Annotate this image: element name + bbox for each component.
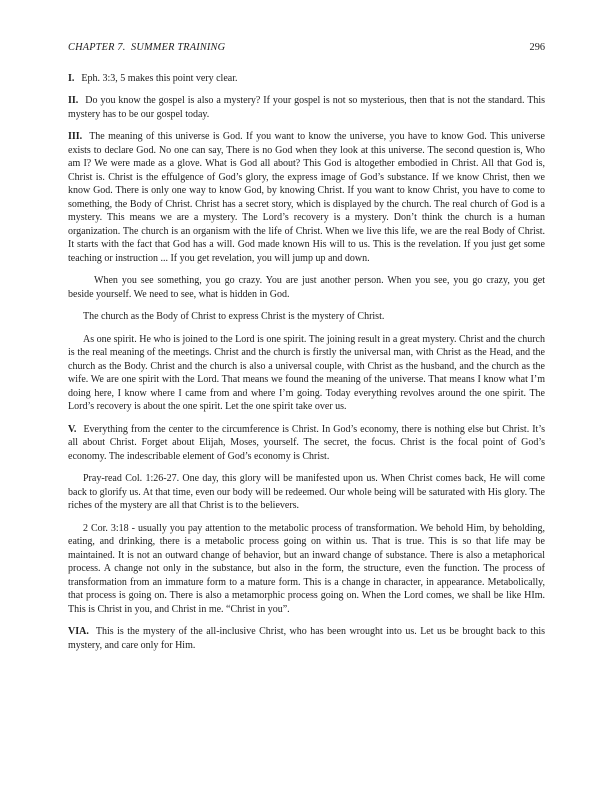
section-label-ii: II. [68,95,79,106]
paragraph-church-as-body [68,310,545,324]
section-label-via: VIA. [68,626,89,637]
paragraph-pray-read [68,472,545,513]
chapter-running-title: CHAPTER 7. SUMMER TRAINING [68,42,226,53]
paragraph-text: 2 Cor. 3:18 - usually you pay attention to the metabolic process of transformation. We behold Him, by beholding, eating, and drinking, there is a metabolic process going on within us. That is true. This is so that life may be maintained. It is not an outward change of behavior, but an inward change of substance. There is also a metaphorical process. A change not only in the substance, but also in the form, the structure, even the function. The process of transformation from an immature form to a mature form. This is a change in character, in appearance. Metabolically, that process is going on. There is also a metamorphic process going on. When the Lord comes, we shall be like HIm. This is Christ in you, and Christ in me. “Christ in you”. [68,522,545,615]
paragraph-section-i [68,72,545,86]
paragraph-text: The meaning of this universe is God. If you want to know the universe, you have to know God. This universe exists to declare God. No one can say, There is no God when they look at this universe. The second question is, Who am I? We were made as a glove. What is God all about? This God is altogether embodied in Christ. All that God is, Christ is. Christ is the effulgence of God’s glory, the express image of God’s substance. If we know Christ, then we know God. There is only one way to know God, by knowing Christ. If you want to know Christ, you have to come to something, the Body of Christ. Christ has a secret story, which is displayed by the church. The real church of God is a mystery. This means we are a mystery. The Lord’s recovery is a mystery. Don’t think the church is a human organization. The church is an organism with the life of Christ. When we live this life, we are the real Body of Christ. It starts with the fact that God has a will. God made known His will to us. This is the revelation. If you just get some teaching or instruction ... If you get revelation, you will jump up and down. [68,131,545,264]
page-number: 296 [529,42,545,53]
paragraph-section-ii [68,94,545,121]
paragraph-as-one-spirit [68,333,545,414]
paragraph-text: As one spirit. He who is joined to the Lord is one spirit. The joining result in a great mystery. Christ and the church is the real meaning of the meetings. Christ and the church is firstly the universal man, with Christ as the Head, and the church as the Body. Christ and the church is also a universal couple, with Christ as the husband, and the church as the wife. We are one spirit with the Lord. That means we found the meaning of the universe. That means I know what I’m doing here, I know where I came from and where I’m going. Today everything revolves around the one spirit. The Lord’s recovery is about the one spirit. Let the one spirit take over us. [68,333,545,412]
paragraph-section-via [68,625,545,652]
section-label-v: V. [68,423,77,435]
paragraph-quote-when-you-see [68,274,545,301]
section-label-iii: III. [68,131,83,142]
paragraph-text: This is the mystery of the all-inclusive Christ, who has been wrought into us. Let us be brought back to this mystery, and care only for Him. [68,626,545,651]
section-label-i: I. [68,72,75,84]
page-header [68,41,545,55]
paragraph-text: The church as the Body of Christ to express Christ is the mystery of Christ. [83,311,385,322]
paragraph-text: Eph. 3:3, 5 makes this point very clear. [81,72,238,84]
paragraph-text: Everything from the center to the circumference is Christ. In God’s economy, there is nothing else but Christ. It’s all about Christ. Forget about Elijah, Moses, yourself. The secret, the focus. Christ is the focal point of God’s economy. The indescribable element of God’s economy is Christ. [68,423,545,462]
document-body [68,72,545,653]
paragraph-2-cor [68,522,545,617]
paragraph-text: When you see something, you go crazy. You are just another person. When you see, you go crazy, you get beside yourself. We need to see, what is hidden in God. [68,275,545,300]
paragraph-text: Do you know the gospel is also a mystery? If your gospel is not so mysterious, then that is not the standard. This mystery has to be our gospel today. [68,95,545,120]
paragraph-section-v [68,423,545,464]
paragraph-section-iii [68,130,545,265]
paragraph-text: Pray-read Col. 1:26-27. One day, this glory will be manifested upon us. When Christ comes back, He will come back to glorify us. At that time, even our body will be redeemed. Our whole being will be saturated with His glory. The riches of the mystery are all that Christ is to the believers. [68,473,545,511]
